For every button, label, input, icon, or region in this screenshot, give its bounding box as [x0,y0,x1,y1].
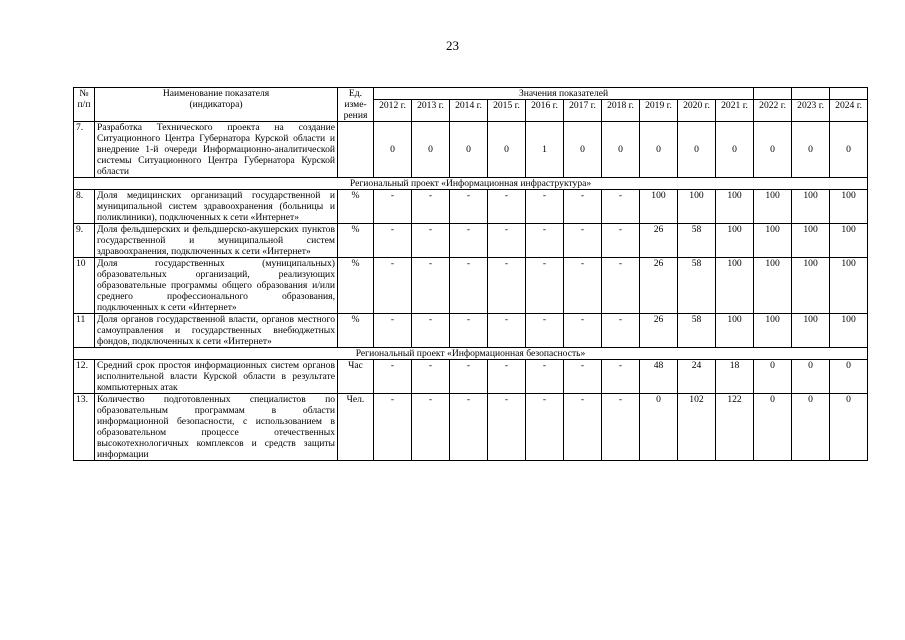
row-number: 13. [74,394,95,461]
indicator-value: - [602,190,640,224]
indicator-value: 100 [830,314,868,348]
indicator-unit [338,122,374,178]
indicator-value: 58 [678,314,716,348]
indicator-value: 0 [830,122,868,178]
section-title: Региональный проект «Информационная безопасность» [74,348,868,360]
indicator-name: Доля фельдшерских и фельдшерско-акушерских пунктов государственной и муниципальной систем здравоохранения, подключенных к сети «Интернет» [95,224,338,258]
indicator-value: - [412,314,450,348]
indicator-value: 0 [412,122,450,178]
indicator-value: - [526,258,564,314]
indicator-value: 100 [716,258,754,314]
indicator-value: 0 [374,122,412,178]
header-year: 2020 г. [678,100,716,122]
indicator-value: - [374,224,412,258]
indicator-value: 0 [602,122,640,178]
indicator-value: 0 [754,360,792,394]
indicator-value: 1 [526,122,564,178]
indicator-value: 0 [792,122,830,178]
indicator-value: 26 [640,258,678,314]
row-number: 8. [74,190,95,224]
indicator-value: - [488,360,526,394]
indicator-unit: Час [338,360,374,394]
indicator-value: - [374,394,412,461]
indicator-value: 100 [792,190,830,224]
header-empty-cell [792,88,830,100]
header-unit-line1: Ед. [348,88,363,99]
row-number: 7. [74,122,95,178]
indicator-value: 58 [678,258,716,314]
indicator-value: 0 [754,394,792,461]
indicator-value: 100 [678,190,716,224]
indicator-value: 0 [564,122,602,178]
indicator-value: 0 [792,394,830,461]
indicator-value: 100 [830,224,868,258]
indicator-value: - [450,360,488,394]
indicator-value: 122 [716,394,754,461]
section-row [74,178,868,190]
indicator-value: - [526,190,564,224]
indicator-value: - [374,190,412,224]
indicator-value: - [488,190,526,224]
indicator-value: - [450,224,488,258]
header-year: 2024 г. [830,100,868,122]
indicator-unit: % [338,224,374,258]
indicator-value: 102 [678,394,716,461]
indicator-value: - [602,258,640,314]
indicator-value: - [450,190,488,224]
header-year: 2014 г. [450,100,488,122]
page-number: 23 [446,38,459,53]
indicator-value: 0 [488,122,526,178]
indicator-value: 0 [716,122,754,178]
indicator-value: - [488,314,526,348]
header-unit-line3: рения [343,110,368,121]
indicator-value: - [412,258,450,314]
header-unit-line2: изме- [344,99,367,110]
indicator-name: Доля медицинских организаций государственной и муниципальной систем здравоохранения (больницы и поликлиники), подключенных к сети «Интернет» [95,190,338,224]
header-year: 2017 г. [564,100,602,122]
header-num: № п/п [74,88,95,122]
indicator-value: - [374,258,412,314]
table-row [74,190,868,224]
indicator-value: 26 [640,224,678,258]
indicator-value: 0 [450,122,488,178]
indicator-value: 100 [792,258,830,314]
indicator-value: - [602,394,640,461]
indicators-table [73,87,868,461]
indicator-value: - [602,360,640,394]
indicator-value: - [412,394,450,461]
header-name [95,88,338,122]
header-year: 2013 г. [412,100,450,122]
indicator-value: - [488,394,526,461]
indicator-value: 100 [830,258,868,314]
indicator-name: Разработка Технического проекта на создание Ситуационного Центра Губернатора Курской области и внедрение 1-й очереди Информационно-аналитической системы Ситуационного Центра Губернатора Курской области [95,122,338,178]
indicator-value: - [564,224,602,258]
table-header [74,88,868,122]
header-year: 2018 г. [602,100,640,122]
indicator-value: 18 [716,360,754,394]
indicator-value: - [526,394,564,461]
indicator-value: 100 [754,224,792,258]
row-number: 9. [74,224,95,258]
indicator-value: - [374,314,412,348]
table-row [74,394,868,461]
indicator-value: - [526,224,564,258]
indicator-value: 100 [830,190,868,224]
indicator-value: 0 [830,360,868,394]
indicator-name: Доля органов государственной власти, органов местного самоуправления и государственных внебюджетных фондов, подключенных к сети «Интернет» [95,314,338,348]
indicator-unit: % [338,190,374,224]
indicator-value: 100 [716,224,754,258]
indicator-value: 100 [754,190,792,224]
indicator-value: - [412,360,450,394]
table-row [74,314,868,348]
indicator-value: - [564,190,602,224]
indicator-value: - [564,360,602,394]
table-row [74,258,868,314]
indicator-value: - [450,394,488,461]
indicator-value: 0 [640,394,678,461]
header-year: 2021 г. [716,100,754,122]
header-name-line2: (индикатора) [189,99,243,110]
indicator-value: - [488,224,526,258]
table-row [74,122,868,178]
indicator-value: 48 [640,360,678,394]
header-year: 2023 г. [792,100,830,122]
row-number: 12. [74,360,95,394]
indicator-value: - [526,360,564,394]
header-name-line1: Наименование показателя [162,88,270,99]
indicator-name: Доля государственных (муниципальных) образовательных организаций, реализующих образовательные программы общего образования и/или среднего профессионального образования, подключенных к сети «Интернет» [95,258,338,314]
indicator-value: - [412,224,450,258]
header-empty-cell [754,88,792,100]
indicator-value: 100 [716,190,754,224]
indicator-value: - [602,314,640,348]
indicator-value: - [450,258,488,314]
indicator-value: - [526,314,564,348]
indicator-value: 100 [640,190,678,224]
indicator-value: 0 [678,122,716,178]
indicator-value: 100 [716,314,754,348]
indicator-unit: % [338,314,374,348]
table-body [74,122,868,461]
indicator-value: - [374,360,412,394]
header-year: 2022 г. [754,100,792,122]
header-year: 2019 г. [640,100,678,122]
indicator-value: 24 [678,360,716,394]
indicator-value: - [602,224,640,258]
indicator-value: 26 [640,314,678,348]
indicator-value: - [564,394,602,461]
indicator-value: 0 [792,360,830,394]
row-number: 11 [74,314,95,348]
indicator-name: Количество подготовленных специалистов по образовательным программам в области информационной безопасности, с использованием в образовательном процессе отечественных высокотехнологичных комплексов и средств защиты информации [95,394,338,461]
indicator-value: - [488,258,526,314]
header-year: 2012 г. [374,100,412,122]
indicator-value: - [564,314,602,348]
indicator-value: 0 [640,122,678,178]
indicator-value: 100 [792,224,830,258]
header-year: 2016 г. [526,100,564,122]
section-row [74,348,868,360]
indicator-value: 100 [792,314,830,348]
row-number: 10 [74,258,95,314]
indicator-unit: % [338,258,374,314]
table-row [74,360,868,394]
section-title: Региональный проект «Информационная инфраструктура» [74,178,868,190]
indicator-value: - [450,314,488,348]
header-unit [338,88,374,122]
indicator-value: - [564,258,602,314]
indicator-name: Средний срок простоя информационных систем органов исполнительной власти Курской области в результате компьютерных атак [95,360,338,394]
header-empty-cell [830,88,868,100]
indicator-value: 100 [754,314,792,348]
indicator-value: 100 [754,258,792,314]
indicator-unit: Чел. [338,394,374,461]
header-values-title: Значения показателей [374,88,754,100]
indicator-value: - [412,190,450,224]
indicator-value: 58 [678,224,716,258]
header-year: 2015 г. [488,100,526,122]
indicator-value: 0 [830,394,868,461]
table-row [74,224,868,258]
indicator-value: 0 [754,122,792,178]
